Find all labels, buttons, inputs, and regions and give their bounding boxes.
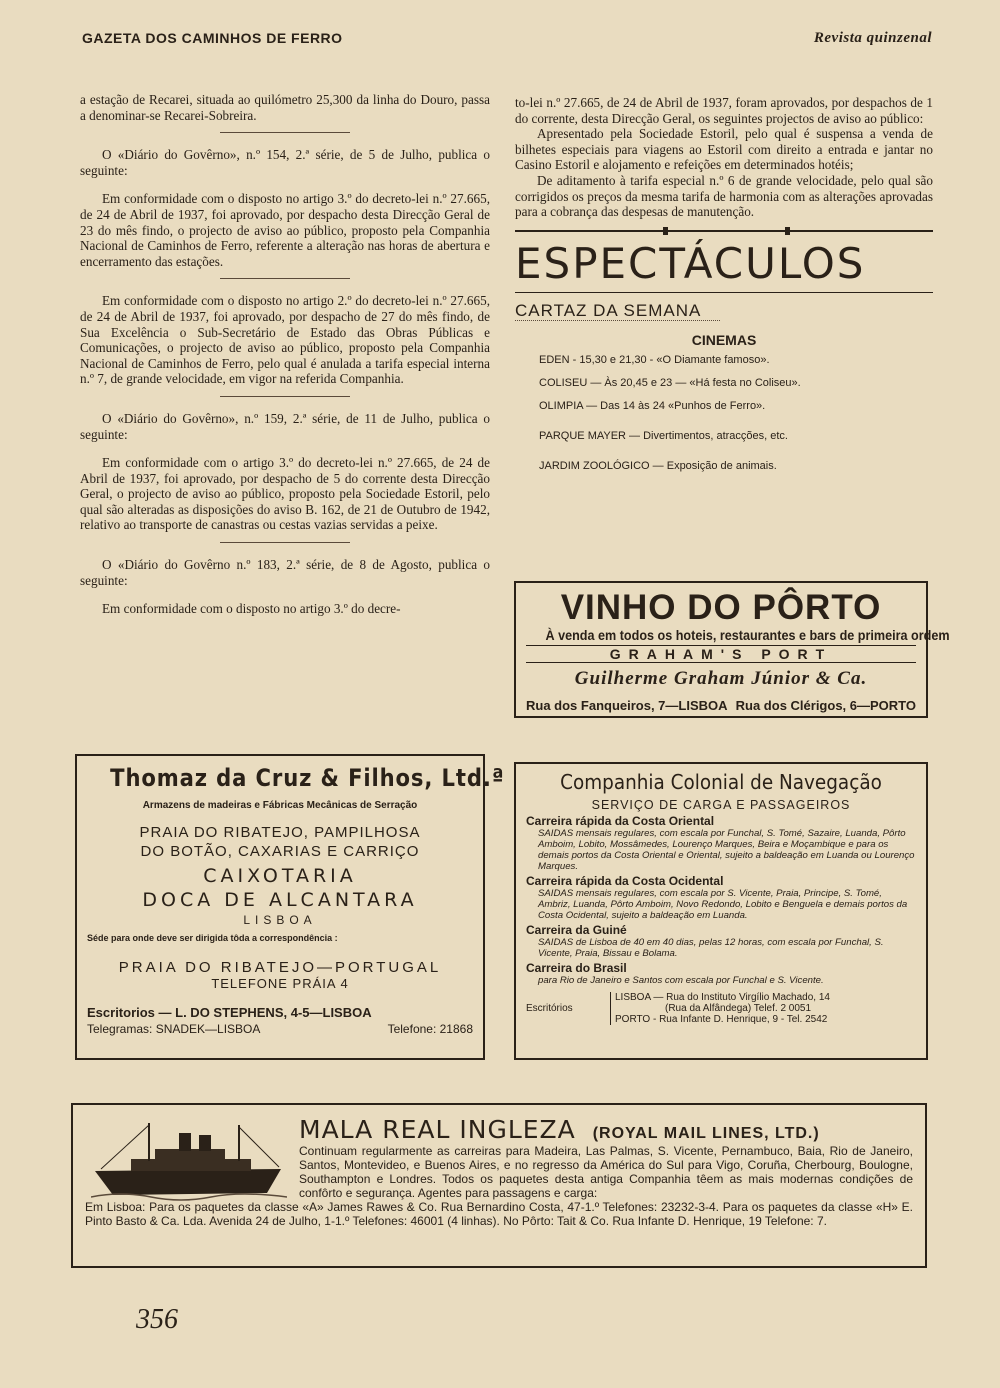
ad-caixotaria: CAIXOTARIA	[203, 865, 357, 887]
ad-sede-note: Séde para onde deve ser dirigida tôda a correspondência :	[87, 933, 338, 943]
ship-illustration-icon	[91, 1119, 287, 1203]
journal-title: GAZETA DOS CAMINHOS DE FERRO	[82, 30, 343, 46]
ad-doca: DOCA DE ALCANTARA	[142, 889, 418, 911]
paragraph: Em conformidade com o artigo 3.º do decreto-lei n.º 27.665, de 24 de Abril de 1937, foi aprovado, por despacho de 5 do corrente desta Direcção Geral, o projecto de aviso ao público, proposto pela Sociedade Estoril, pelo qual são alteradas as disposições do aviso B. 162, de 21 de Outubro de 1942, relativo ao transporte de canastras ou cestas vazias servidas a peixe.	[80, 455, 490, 533]
escritorios-label: Escritórios	[526, 1003, 573, 1014]
ad-addresses	[526, 698, 916, 713]
ad-title: MALA REAL INGLEZA	[299, 1115, 576, 1144]
page-number: 356	[136, 1304, 178, 1335]
ad-telefone: Telefone: 21868	[387, 1022, 473, 1036]
route-text: SAIDAS de Lisboa de 40 em 40 dias, pelas 12 horas, com escala por Funchal, S. Vicente, Praia, Bissau e Bolama.	[538, 937, 884, 959]
journal-subtitle: Revista quinzenal	[813, 30, 932, 46]
ad-locations: PRAIA DO RIBATEJO, PAMPILHOSA	[139, 824, 421, 841]
listing: OLIMPIA — Das 14 às 24 «Punhos de Ferro».	[539, 399, 766, 412]
ad-brand: GRAHAM'S PORT	[526, 645, 916, 663]
listing: EDEN - 15,30 e 21,30 - «O Diamante famoso».	[539, 353, 770, 366]
ad-subtitle: (ROYAL MAIL LINES, LTD.)	[592, 1125, 820, 1142]
address-lisboa: Rua dos Fanqueiros, 7—LISBOA	[526, 698, 728, 713]
ad-locations: DO BOTÃO, CAXARIAS E CARRIÇO	[140, 843, 420, 860]
paragraph: Em conformidade com o disposto no artigo 2.º do decreto-lei n.º 27.665, de 24 de Abril de 1937, foi aprovado, por despacho de 27 do mês findo, de Sua Excelência o Sub-Secretário de Estado das Obras Públicas e Comunicações, o projecto de aviso ao público, proposto pela Companhia Nacional de Caminhos de Ferro, pelo qual é anulada a tarifa especial interna n.º 7, de grande velocidade, em vigor na referida Companhia.	[80, 293, 490, 387]
divider	[220, 132, 350, 133]
paragraph: De aditamento à tarifa especial n.º 6 de grande velocidade, pelo qual são corrigidos os preços da mesma tarifa de harmonia com as alterações aprovadas para a cobrança das despesas de manutenção.	[515, 172, 933, 220]
paragraph: O «Diário do Govêrno», n.º 154, 2.ª série, de 5 de Julho, publica o seguinte:	[80, 147, 490, 178]
ad-company: Guilherme Graham Júnior & Ca.	[574, 668, 868, 689]
paragraph: a estação de Recarei, situada ao quilómetro 25,300 da linha do Douro, passa a denominar-se Recarei-Sobreira.	[80, 92, 490, 123]
ad-sede: PRAIA DO RIBATEJO—PORTUGAL	[118, 959, 442, 976]
ad-lisboa: LISBOA	[243, 913, 317, 927]
ad-text: Continuam regularmente as carreiras para Madeira, Las Palmas, S. Vicente, Pernambuco, Baia, Rio de Janeiro, Santos, Montevideo, e Buenos Aires, e no regresso da América do Sul para Vigo, Coruña, Cherbourg, Boulogne, Southampton e Londres. Todos os paquetes desta antiga Companhia têem as mais modernas condições de confôrto e segurança. Agentes para passagens e carga:	[299, 1144, 913, 1200]
left-column	[80, 92, 490, 617]
escritorios-addresses	[610, 992, 830, 1025]
right-column	[515, 95, 933, 478]
route-text: SAIDAS mensais regulares, com escala por Funchal, S. Tomé, Sazaire, Luanda, Pôrto Amboim, Lobito, Mossâmedes, Lourenço Marques, Beira e Moçambique e para os demais portos da Costa Oriental e Oriental, sujeito a baldeação em Luanda ou Lourenço Marques.	[538, 828, 915, 872]
ad-companhia-colonial	[514, 762, 928, 1060]
divider	[220, 396, 350, 397]
divider	[515, 320, 720, 321]
listing: JARDIM ZOOLÓGICO — Exposição de animais.	[539, 459, 777, 472]
paragraph: to-lei n.º 27.665, de 24 de Abril de 1937, foram aprovados, por despachos de 1 do corrente, desta Direcção Geral, os seguintes projectos de aviso ao público:	[515, 95, 933, 126]
ad-tagline: À venda em todos os hoteis, restaurantes e bars de primeira ordem	[545, 627, 950, 643]
cinemas-heading: CINEMAS	[691, 332, 757, 349]
address-porto: Rua dos Clérigos, 6—PORTO	[735, 698, 916, 713]
ad-escritorios	[526, 992, 916, 1025]
paragraph: Em conformidade com o disposto no artigo 3.º do decreto-lei n.º 27.665, de 24 de Abril de 1937, foi aprovado, por despacho desta Direcção Geral de 23 do mês findo, o projecto de aviso ao público, proposto pela Companhia Nacional de Caminhos de Ferro, referente a alteração nas horas de abertura e encerramento das estações.	[80, 191, 490, 269]
ad-title: VINHO DO PÔRTO	[560, 588, 882, 627]
section-rule	[515, 230, 933, 232]
listing: PARQUE MAYER — Divertimentos, atracções, etc.	[539, 429, 788, 442]
ad-text: Em Lisboa: Para os paquetes da classe «A» James Rawes & Co. Rua Bernardino Costa, 47-1.º Telefones: 23232-3-4. Para os paquetes da classe «H» E. Pinto Basto & Ca. Lda. Avenida 24 de Julho, 1-1.º Telefones: 46001 (4 linhas). No Pôrto: Tait & Co. Rua Infante D. Henrique, 19 Telefone: 7.	[85, 1200, 913, 1228]
section-rule	[515, 292, 933, 293]
paragraph: Apresentado pela Sociedade Estoril, pelo qual é suspensa a venda de bilhetes especiais para viagens ao Estoril com direito a entrada e jantar no Casino Estoril e alojamento e refeições em determinados hotéis;	[515, 126, 933, 173]
divider	[220, 542, 350, 543]
section-title: ESPECTÁCULOS	[515, 238, 866, 288]
ad-title-row	[299, 1115, 913, 1144]
ad-service: SERVIÇO DE CARGA E PASSAGEIROS	[591, 798, 851, 812]
cartaz-heading: CARTAZ DA SEMANA	[515, 300, 702, 320]
paragraph: O «Diário do Govêrno», n.º 159, 2.ª série, de 11 de Julho, publica o seguinte:	[80, 410, 490, 442]
ad-title: Thomaz da Cruz & Filhos, Ltd.ª	[110, 764, 505, 792]
route-title: Carreira rápida da Costa Oriental	[526, 814, 715, 828]
ad-description: Armazens de madeiras e Fábricas Mecânicas de Serração	[142, 800, 418, 811]
route-text: para Rio de Janeiro e Santos com escala por Funchal e S. Vicente.	[538, 975, 824, 986]
ad-telegramas: Telegramas: SNADEK—LISBOA	[87, 1022, 261, 1036]
ad-mala-real-ingleza	[71, 1103, 927, 1268]
address-porto: PORTO - Rua Infante D. Henrique, 9 - Tel. 2542	[615, 1014, 828, 1025]
ad-title: Companhia Colonial de Navegação	[560, 770, 882, 794]
route-title: Carreira do Brasil	[526, 961, 627, 975]
address-lisboa: LISBOA — Rua do Instituto Virgílio Machado, 14	[615, 992, 830, 1003]
ad-contacts	[87, 1022, 473, 1036]
ad-telefone-praia: TELEFONE PRÁIA 4	[211, 976, 349, 991]
paragraph: Em conformidade com o disposto no artigo 3.º do decre-	[102, 601, 401, 617]
ad-vinho-do-porto	[514, 581, 950, 718]
ad-thomaz-da-cruz	[75, 754, 505, 1060]
route-title: Carreira rápida da Costa Ocidental	[526, 874, 724, 888]
route-text: SAIDAS mensais regulares, com escala por S. Vicente, Praia, Principe, S. Tomé, Ambriz, Luanda, Pôrto Amboim, Novo Redondo, Lobito e Benguela e demais portos da Costa Ocidental, sujeito a baldeação em Luanda.	[538, 888, 908, 921]
ad-escritorios: Escritorios — L. DO STEPHENS, 4-5—LISBOA	[87, 1005, 372, 1020]
listing: COLISEU — Às 20,45 e 23 — «Há festa no Coliseu».	[539, 376, 801, 389]
divider	[220, 278, 350, 279]
route-title: Carreira da Guiné	[526, 923, 627, 937]
running-head	[82, 30, 932, 47]
paragraph: O «Diário do Govêrno n.º 183, 2.ª série, de 8 de Agosto, publica o seguinte:	[80, 557, 490, 588]
address-lisboa-2: (Rua da Alfândega) Telef. 2 0051	[665, 1003, 812, 1014]
